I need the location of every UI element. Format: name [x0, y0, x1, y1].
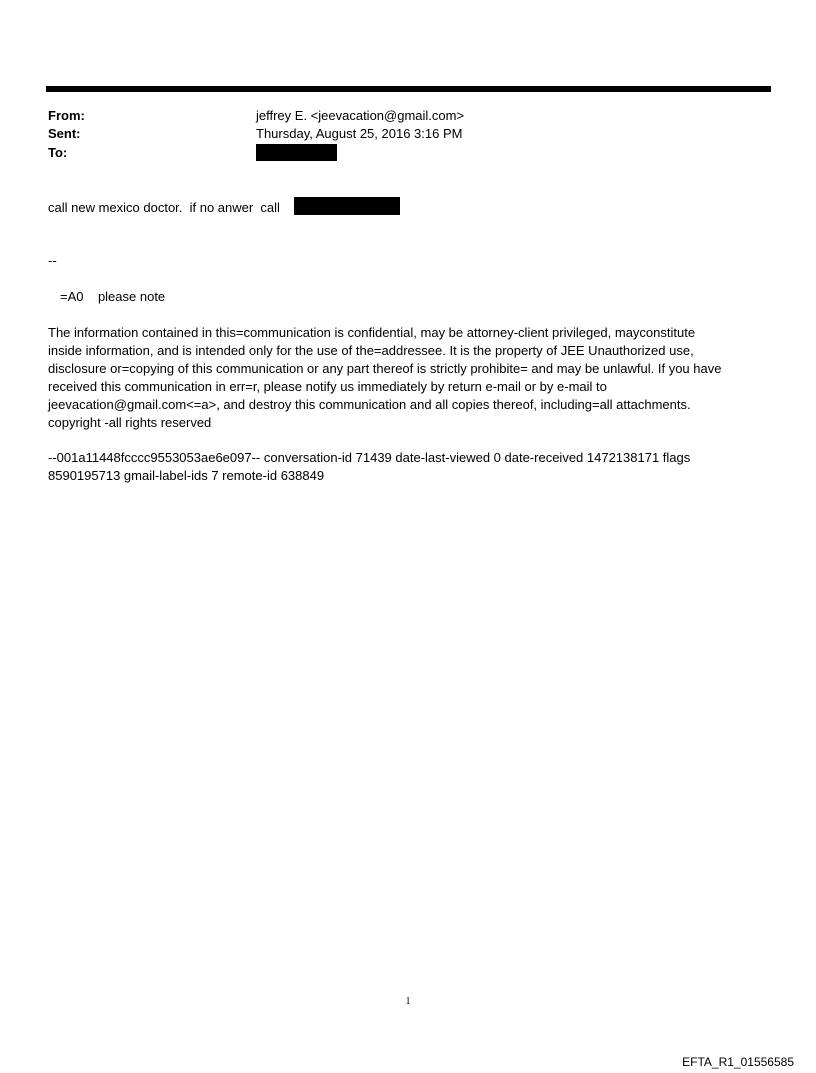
note-text: =A0 please note — [60, 289, 166, 304]
page-number: 1 — [405, 996, 411, 1007]
disclaimer-line: copyright -all rights reserved — [48, 415, 212, 430]
disclaimer-line: received this communication in err=r, please notify us immediately by return e-mail or by e-mail to — [48, 379, 607, 394]
disclaimer-line: inside information, and is intended only for the use of the=addressee. It is the property of JEE Unauthorized use, — [48, 343, 694, 358]
metadata-line: --001a11448fcccc9553053ae6e097-- conversation-id 71439 date-last-viewed 0 date-received 1472138171 flags — [48, 450, 691, 465]
disclaimer-line: jeevacation@gmail.com<=a>, and destroy this communication and all copies thereof, including=all attachments. — [48, 397, 691, 412]
from-label: From: — [48, 108, 85, 123]
metadata-line: 8590195713 gmail-label-ids 7 remote-id 638849 — [48, 468, 325, 483]
to-label: To: — [48, 145, 68, 160]
header-rule — [46, 86, 771, 92]
to-redaction — [256, 144, 337, 161]
sent-value: Thursday, August 25, 2016 3:16 PM — [256, 126, 463, 141]
bates-number: EFTA_R1_01556585 — [682, 1055, 794, 1069]
disclaimer-line: The information contained in this=communication is confidential, may be attorney-client privileged, mayconstitute — [48, 325, 696, 340]
signature-dashes: -- — [48, 253, 57, 268]
from-value: jeffrey E. <jeevacation@gmail.com> — [256, 108, 465, 123]
disclaimer-line: disclosure or=copying of this communication or any part thereof is strictly prohibite= and may be unlawful. If you have — [48, 361, 722, 376]
sent-label: Sent: — [48, 126, 81, 141]
message-text: call new mexico doctor. if no anwer call — [48, 200, 280, 215]
message-redaction — [294, 197, 400, 215]
